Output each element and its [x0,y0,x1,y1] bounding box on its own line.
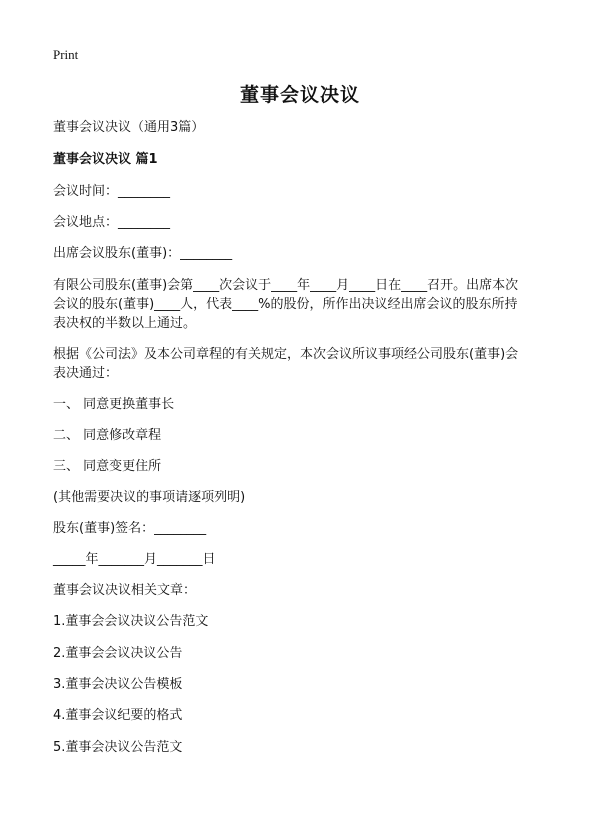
paragraph-2-line-2: 表决通过： [53,366,119,381]
related-article-link[interactable]: 1.董事会会议决议公告范文 [53,614,209,629]
related-articles-heading: 董事会议决议相关文章： [53,583,197,598]
related-article-link[interactable]: 3.董事会决议公告模板 [53,677,183,692]
section-heading: 董事会议决议 篇1 [53,152,158,167]
document-title: 董事会议决议 [239,84,360,106]
related-article-link[interactable]: 4.董事会议纪要的格式 [53,708,183,723]
related-article-link[interactable]: 5.董事会决议公告范文 [53,740,183,755]
paragraph-1-line-1: 有限公司股东(董事)会第____次会议于____年____月____日在____召开。出席本次 [53,278,519,293]
resolution-item: 二、 同意修改章程 [53,428,162,443]
signature-field: 股东(董事)签名：________ [53,521,207,536]
paragraph-1-line-3: 表决权的半数以上通过。 [53,316,197,331]
other-items-note: (其他需要决议的事项请逐项列明) [53,490,246,505]
document-subtitle: 董事会议决议（通用3篇） [53,120,205,135]
resolution-item: 三、 同意变更住所 [53,459,162,474]
print-link[interactable]: Print [53,47,79,62]
meeting-time-field: 会议时间：________ [53,184,171,199]
meeting-place-field: 会议地点：________ [53,215,171,230]
related-article-link[interactable]: 2.董事会会议决议公告 [53,646,183,661]
resolution-item: 一、 同意更换董事长 [53,397,175,412]
paragraph-1-line-2: 会议的股东(董事)____人，代表____%的股份，所作出决议经出席会议的股东所持 [53,297,518,312]
paragraph-2-line-1: 根据《公司法》及本公司章程的有关规定，本次会议所议事项经公司股东(董事)会 [53,347,519,362]
attendees-field: 出席会议股东(董事)：________ [53,246,233,261]
date-field: _____年_______月_______日 [53,552,216,567]
